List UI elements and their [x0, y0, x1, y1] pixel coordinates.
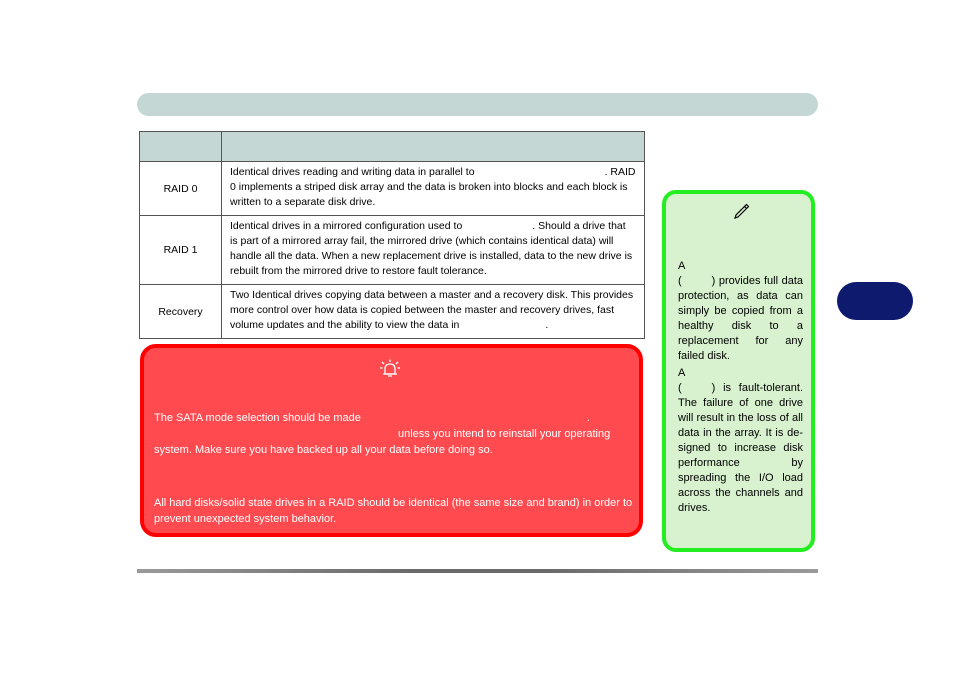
warning-alarm-icon — [379, 359, 401, 379]
note-text-raid1: A ( ) provides full data protection, as data can simply be copied from a healthy disk to a replacement for any failed disk. — [678, 260, 803, 362]
pencil-icon — [732, 203, 750, 221]
warning-text-identical-drives: All hard disks/solid state drives in a RAID should be identical (the same size and brand) in order to prevent unexpected system behavior. — [154, 497, 633, 525]
raid-level: RAID 1 — [140, 216, 222, 285]
table-row — [140, 162, 645, 216]
raid-description: Identical drives reading and writing data in parallel to . RAID 0 implements a striped disk array and the data is broken into blocks and each block is written to a separate disk drive. — [222, 162, 645, 216]
footer-line — [137, 569, 818, 573]
raid-description: Identical drives in a mirrored configuration used to . Should a drive that is part of a mirrored array fail, the mirrored drive (which contains identical data) will handle all the data. When a new replacement drive is installed, data to the new drive is rebuilt from the mirrored drive to restore fault tolerance. — [222, 216, 645, 285]
raid-level: Recovery — [140, 285, 222, 339]
header-bar — [137, 93, 818, 116]
warning-text-sata: The SATA mode selection should be made . unless you intend to reinstall your operating system. Make sure you have backed up all your data before doing so. — [154, 412, 611, 456]
table-row — [140, 285, 645, 339]
raid-description: Two Identical drives copying data between a master and a recovery disk. This provides more control over how data is copied between the master and recovery drives, fast volume updates and the ability to view the data in . — [222, 285, 645, 339]
raid-level: RAID 0 — [140, 162, 222, 216]
table-header-row — [140, 132, 645, 162]
table-header-cell — [222, 132, 645, 162]
raid-table — [139, 131, 645, 339]
note-text-raid0: A ( ) is fault-tolerant. The failure of one drive will result in the loss of all data in the array. It is de-signed to increase disk performance by spreading the I/O load across the channels and drives. — [678, 367, 803, 514]
table-row — [140, 216, 645, 285]
table-header-cell — [140, 132, 222, 162]
chapter-tab — [837, 282, 913, 320]
warning-box — [140, 344, 643, 537]
note-box — [662, 190, 815, 552]
